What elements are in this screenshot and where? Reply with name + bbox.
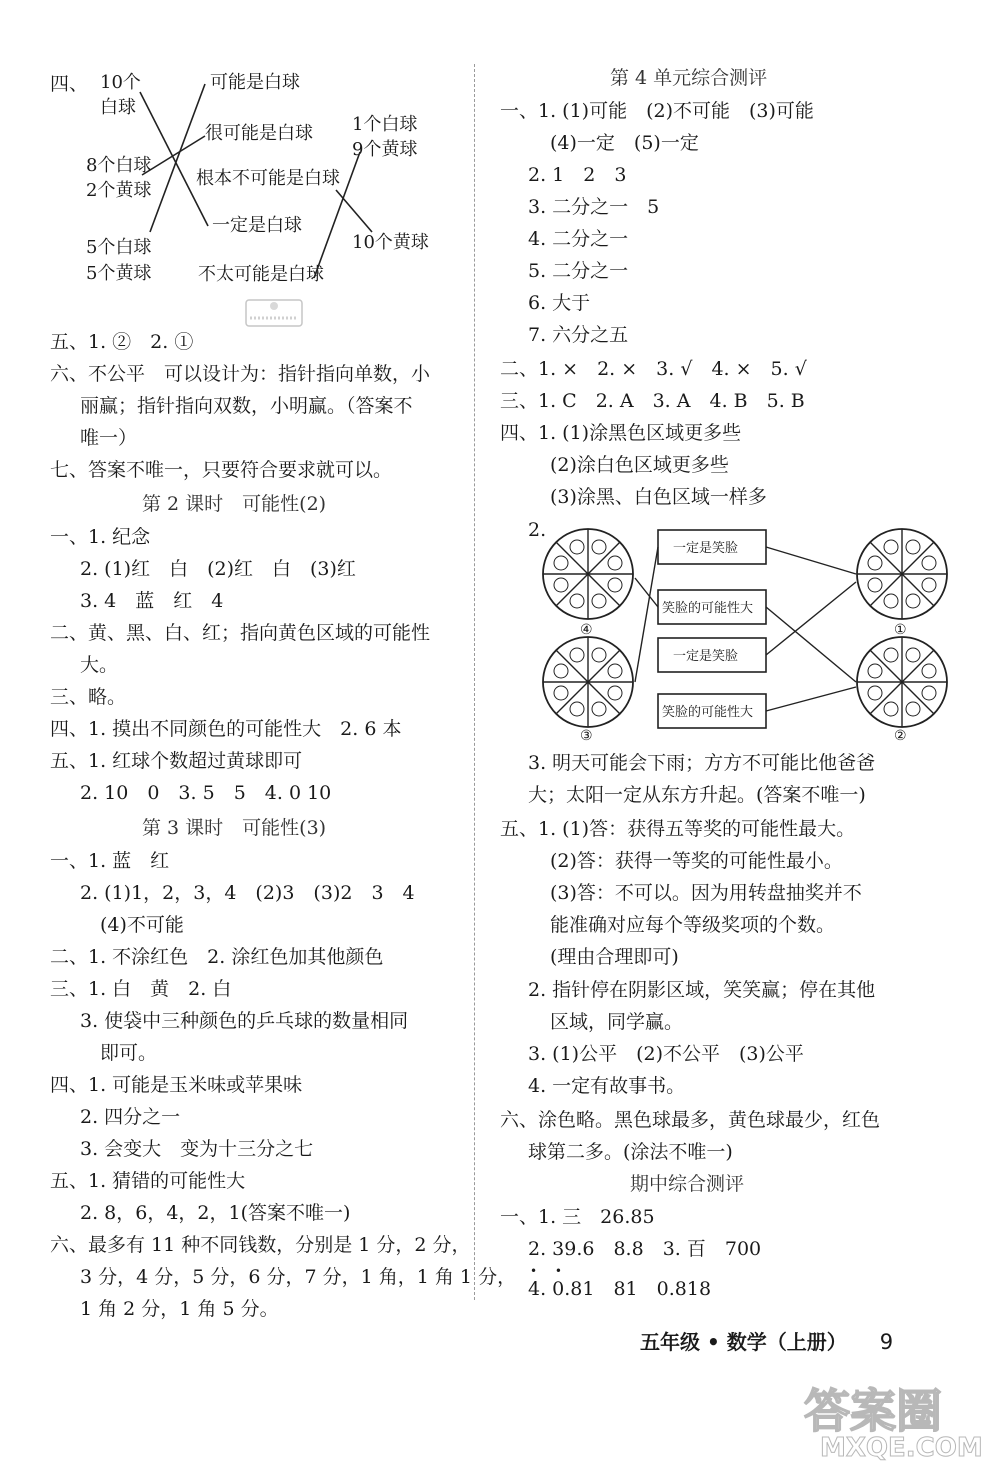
spinner-wheel-3-icon	[543, 637, 633, 727]
answer-line: 四、1. 可能是玉米味或苹果味	[50, 1074, 303, 1096]
answer-line: 3. 二分之一 5	[528, 196, 660, 218]
q5-answer: 五、1. ② 2. ①	[50, 331, 194, 353]
match-line	[314, 152, 360, 278]
answer-line: 六、最多有 11 种不同钱数，分别是 1 分，2 分，	[50, 1234, 471, 1256]
answer-line: 大；太阳一定从东方升起。(答案不唯一)	[528, 784, 866, 806]
answer-line: 2. 1 2 3	[528, 164, 627, 186]
result-box-label: 笑脸的可能性大	[662, 601, 754, 616]
right-label: 1个白球	[352, 114, 418, 135]
middle-label: 不太可能是白球	[198, 264, 324, 285]
watermark-stamp-icon	[240, 288, 308, 332]
answer-line: 即可。	[100, 1042, 158, 1064]
page-number: 9	[879, 1330, 894, 1354]
answer-line: 四、1. (1)涂黑色区域更多些	[500, 422, 742, 444]
result-box-label: 一定是笑脸	[673, 649, 739, 664]
footer-subject: 数学（上册）	[726, 1330, 847, 1354]
answer-line: 5. 二分之一	[528, 260, 629, 282]
answer-line: 2. (1)1，2，3，4 (2)3 (3)2 3 4	[80, 882, 415, 904]
answer-line: 2. 8，6，4，2，1(答案不唯一)	[80, 1202, 351, 1224]
column-divider	[474, 64, 475, 1300]
answer-line: 3 分，4 分，5 分，6 分，7 分，1 角，1 角 1 分，	[80, 1266, 517, 1288]
answer-line: (2)答：获得一等奖的可能性最小。	[550, 850, 843, 872]
answer-line: 区域，同学赢。	[550, 1011, 684, 1033]
q4-prefix: 四、	[50, 73, 89, 95]
middle-label: 很可能是白球	[205, 123, 313, 144]
page-footer	[640, 1326, 893, 1355]
section-title-3: 第 3 课时 可能性(3)	[142, 817, 327, 839]
answer-line: 四、1. 摸出不同颜色的可能性大 2. 6 本	[50, 718, 402, 740]
wheel-label: ③	[580, 728, 593, 744]
answer-line: 7. 六分之五	[528, 324, 629, 346]
answer-line: 1 角 2 分，1 角 5 分。	[80, 1298, 279, 1320]
q6-line-2: 丽赢；指针指向双数，小明赢。（答案不	[80, 395, 413, 417]
q6-line-3: 唯一）	[80, 427, 138, 449]
section-title-midterm: 期中综合测评	[630, 1173, 745, 1195]
left-label: 10个	[100, 72, 141, 93]
right-label: 10个黄球	[352, 232, 429, 253]
answer-line: 三、略。	[50, 686, 127, 708]
answer-line: 2. 指针停在阴影区域，笑笑赢；停在其他	[528, 979, 876, 1001]
answer-line: (4)一定 (5)一定	[550, 132, 699, 154]
answer-line: 一、1. 蓝 红	[50, 850, 170, 872]
answer-line: 大。	[80, 654, 119, 676]
answer-line: 二、1. 不涂红色 2. 涂红色加其他颜色	[50, 946, 384, 968]
match-line	[336, 190, 372, 232]
answer-line: 二、1. × 2. × 3. √ 4. × 5. √	[500, 358, 807, 380]
left-label: 白球	[100, 97, 136, 118]
answer-line: 4. 一定有故事书。	[528, 1075, 686, 1097]
q6-line-1: 六、不公平 可以设计为：指针指向单数，小	[50, 363, 431, 385]
result-box-label: 笑脸的可能性大	[662, 705, 754, 720]
q7-answer: 七、答案不唯一，只要符合要求就可以。	[50, 459, 393, 481]
spinner-wheel-4-icon	[543, 529, 633, 619]
answer-line: 3. 4 蓝 红 4	[80, 590, 224, 612]
match-line	[150, 84, 205, 232]
spinner-diagram	[540, 522, 960, 742]
answer-line: 二、黄、黑、白、红；指向黄色区域的可能性	[50, 622, 431, 644]
answer-line: 2.	[528, 519, 547, 541]
watermark-text: 答案圈	[804, 1384, 942, 1438]
wheel-label: ①	[894, 622, 907, 638]
answer-line: (4)不可能	[100, 914, 184, 936]
spinner-wheel-2-icon	[857, 637, 947, 727]
answer-line: 2. 四分之一	[80, 1106, 181, 1128]
answer-line: (3)答：不可以。因为用转盘抽奖并不	[550, 882, 862, 904]
answer-line: 五、1. (1)答：获得五等奖的可能性最大。	[500, 818, 856, 840]
answer-line: 五、1. 猜错的可能性大	[50, 1170, 246, 1192]
answer-line: 六、涂色略。黑色球最多，黄色球最少，红色	[500, 1109, 881, 1131]
left-label: 5个黄球	[86, 263, 152, 284]
right-label: 9个黄球	[352, 139, 418, 160]
answer-line: 2. (1)红 白 (2)红 白 (3)红	[80, 558, 356, 580]
answer-line: 3. 使袋中三种颜色的乒乓球的数量相同	[80, 1010, 409, 1032]
result-box-label: 一定是笑脸	[673, 541, 739, 556]
answer-line: 2. 39.6 8.8 3. 百 700	[528, 1238, 762, 1260]
watermark-logo	[800, 1375, 990, 1467]
answer-line: 五、1. 红球个数超过黄球即可	[50, 750, 303, 772]
answer-line: (理由合理即可)	[550, 946, 679, 968]
answer-line: 2. 10 0 3. 5 5 4. 0 10	[80, 782, 332, 804]
answer-line: 3. 明天可能会下雨；方方不可能比他爸爸	[528, 752, 876, 774]
middle-label: 一定是白球	[212, 215, 302, 236]
wheel-label: ②	[894, 728, 907, 744]
answer-line: 三、1. C 2. A 3. A 4. B 5. B	[500, 390, 805, 412]
answer-line: 3. 会变大 变为十三分之七	[80, 1138, 314, 1160]
section-title-4: 第 4 单元综合测评	[610, 67, 768, 89]
match-line	[140, 92, 208, 226]
answer-line: 3. (1)公平 (2)不公平 (3)公平	[528, 1043, 804, 1065]
answer-line: 一、1. (1)可能 (2)不可能 (3)可能	[500, 100, 814, 122]
answer-line: (2)涂白色区域更多些	[550, 454, 729, 476]
middle-label: 可能是白球	[210, 72, 300, 93]
answer-line: 球第二多。(涂法不唯一)	[528, 1141, 733, 1163]
wheel-label: ④	[580, 622, 593, 638]
answer-line: 6. 大于	[528, 292, 591, 314]
answer-line: 三、1. 白 黄 2. 白	[50, 978, 232, 1000]
answer-line: 4. 二分之一	[528, 228, 629, 250]
matching-lines	[0, 0, 470, 300]
answer-line: 一、1. 三 26.85	[500, 1206, 655, 1228]
middle-label: 根本不可能是白球	[196, 168, 340, 189]
answer-line: 一、1. 纪念	[50, 526, 151, 548]
watermark-url: MXQE.COM	[820, 1433, 983, 1463]
repeating-decimal-dots: • •	[530, 1264, 569, 1278]
section-title-2: 第 2 课时 可能性(2)	[142, 493, 327, 515]
answer-line: 能准确对应每个等级奖项的个数。	[550, 914, 836, 936]
left-label: 5个白球	[86, 237, 152, 258]
spinner-wheel-1-icon	[857, 529, 947, 619]
answer-line: 4. 0.81 81 0.818	[528, 1278, 712, 1300]
left-label: 2个黄球	[86, 180, 152, 201]
footer-grade: 五年级	[640, 1330, 700, 1354]
left-label: 8个白球	[86, 155, 152, 176]
answer-line: (3)涂黑、白色区域一样多	[550, 486, 767, 508]
footer-separator: •	[706, 1330, 720, 1354]
